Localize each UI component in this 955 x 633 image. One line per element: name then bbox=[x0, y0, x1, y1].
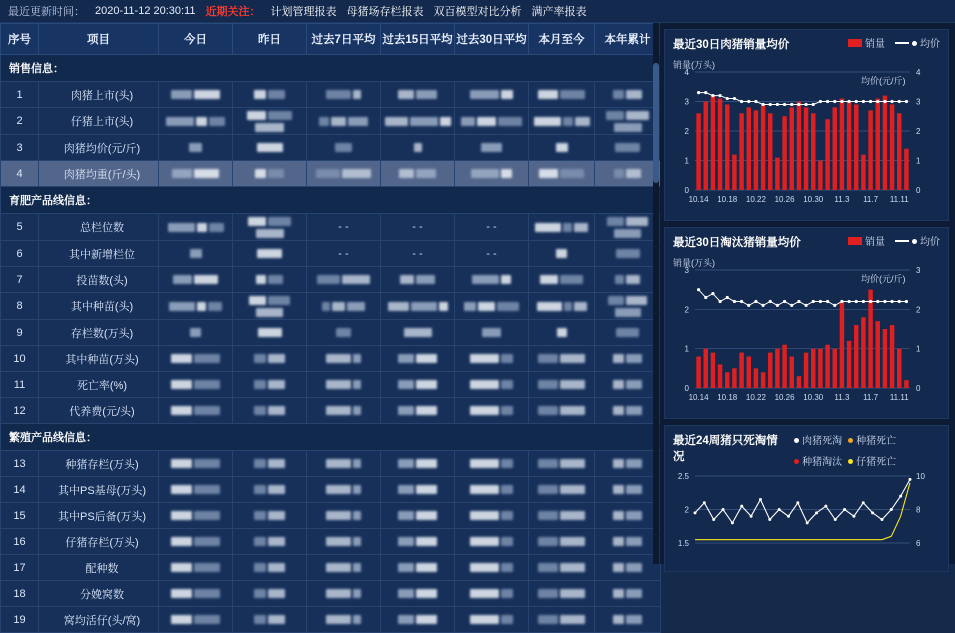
cell-item-name: 肉猪均价(元/斤) bbox=[39, 135, 159, 161]
cell-index: 16 bbox=[1, 529, 39, 555]
table-section-title: 育肥产品线信息： bbox=[1, 187, 661, 214]
svg-text:10.30: 10.30 bbox=[803, 393, 824, 402]
cell-index: 12 bbox=[1, 398, 39, 424]
svg-text:3: 3 bbox=[916, 97, 921, 107]
svg-text:11.11: 11.11 bbox=[889, 393, 909, 402]
table-row[interactable] bbox=[1, 555, 661, 581]
cell-value bbox=[529, 267, 595, 293]
svg-text:11.3: 11.3 bbox=[834, 393, 850, 402]
cell-value bbox=[595, 607, 661, 633]
cell-value bbox=[455, 293, 529, 320]
table-row[interactable] bbox=[1, 529, 661, 555]
table-row[interactable] bbox=[1, 477, 661, 503]
chart1-legend-price[interactable]: 均价 bbox=[895, 35, 940, 50]
cell-value bbox=[307, 607, 381, 633]
cell-value bbox=[159, 293, 233, 320]
cell-value bbox=[381, 108, 455, 135]
cell-value bbox=[307, 372, 381, 398]
cell-item-name: 种猪存栏(万头) bbox=[39, 451, 159, 477]
link-dual-model-analysis[interactable]: 双百模型对比分析 bbox=[433, 6, 522, 18]
cell-value bbox=[307, 477, 381, 503]
chart1-legend-volume[interactable]: 销量 bbox=[848, 35, 885, 50]
cell-value bbox=[159, 82, 233, 108]
cell-item-name: 其中新增栏位 bbox=[39, 241, 159, 267]
cell-value bbox=[455, 398, 529, 424]
cell-item-name: 仔猪上市(头) bbox=[39, 108, 159, 135]
cell-item-name: 死亡率(%) bbox=[39, 372, 159, 398]
cell-item-name: 总栏位数 bbox=[39, 214, 159, 241]
svg-text:2: 2 bbox=[684, 305, 689, 315]
last-update-time: 2020-11-12 20:30:11 bbox=[95, 5, 196, 17]
cell-value bbox=[381, 293, 455, 320]
cell-item-name: 其中PS后备(万头) bbox=[39, 503, 159, 529]
svg-text:11.7: 11.7 bbox=[863, 393, 879, 402]
cell-item-name: 其中种苗(万头) bbox=[39, 346, 159, 372]
svg-text:10.26: 10.26 bbox=[774, 393, 795, 402]
th-avg30: 过去30日平均 bbox=[455, 24, 529, 55]
cell-value bbox=[159, 398, 233, 424]
cell-value bbox=[595, 477, 661, 503]
cell-value bbox=[529, 161, 595, 187]
cell-index: 17 bbox=[1, 555, 39, 581]
last-update-label: 最近更新时间： bbox=[8, 6, 85, 18]
cell-value bbox=[233, 320, 307, 346]
cell-value bbox=[233, 214, 307, 241]
cell-value bbox=[381, 555, 455, 581]
cell-value bbox=[307, 346, 381, 372]
cell-index: 13 bbox=[1, 451, 39, 477]
svg-text:10.26: 10.26 bbox=[774, 195, 795, 204]
cell-value bbox=[529, 503, 595, 529]
cell-value bbox=[529, 135, 595, 161]
svg-text:11.7: 11.7 bbox=[863, 195, 879, 204]
cell-value bbox=[595, 346, 661, 372]
svg-text:11.11: 11.11 bbox=[889, 195, 909, 204]
chart3-legend-breeder-death[interactable]: 种猪死亡 bbox=[848, 432, 896, 447]
cell-value bbox=[233, 398, 307, 424]
cell-index: 4 bbox=[1, 161, 39, 187]
table-scrollbar[interactable] bbox=[653, 23, 659, 564]
cell-value bbox=[381, 398, 455, 424]
cell-value bbox=[159, 555, 233, 581]
cell-value bbox=[529, 529, 595, 555]
table-row[interactable] bbox=[1, 581, 661, 607]
svg-text:2: 2 bbox=[684, 505, 689, 515]
chart-panel-mortality bbox=[664, 425, 949, 572]
chart3-legend-fatten-death[interactable]: 肉猪死淘 bbox=[794, 432, 842, 447]
cell-item-name: 代养费(元/头) bbox=[39, 398, 159, 424]
table-row[interactable] bbox=[1, 241, 661, 267]
cell-value bbox=[595, 293, 661, 320]
cell-value: - - bbox=[455, 214, 529, 241]
cell-value bbox=[233, 135, 307, 161]
cell-value bbox=[595, 320, 661, 346]
cell-value bbox=[455, 82, 529, 108]
cell-index: 6 bbox=[1, 241, 39, 267]
cell-item-name: 存栏数(万头) bbox=[39, 320, 159, 346]
cell-value bbox=[233, 108, 307, 135]
cell-value: - - bbox=[307, 241, 381, 267]
table-row[interactable] bbox=[1, 372, 661, 398]
chart1-canvas bbox=[665, 54, 948, 212]
cell-index: 5 bbox=[1, 214, 39, 241]
cell-value bbox=[307, 581, 381, 607]
cell-value bbox=[455, 581, 529, 607]
cell-value bbox=[307, 529, 381, 555]
svg-text:2: 2 bbox=[916, 127, 921, 136]
cell-value bbox=[233, 241, 307, 267]
cell-value bbox=[233, 293, 307, 320]
cell-value bbox=[595, 529, 661, 555]
cell-value bbox=[529, 108, 595, 135]
cell-value bbox=[233, 161, 307, 187]
cell-value bbox=[381, 503, 455, 529]
svg-text:2: 2 bbox=[916, 305, 921, 315]
cell-value bbox=[529, 241, 595, 267]
table-header-row bbox=[1, 24, 661, 55]
metrics-table-body bbox=[1, 55, 661, 633]
chart3-legend-breeder-cull[interactable]: 种猪淘汰 bbox=[794, 453, 842, 468]
cell-value bbox=[595, 555, 661, 581]
cell-value bbox=[455, 372, 529, 398]
cell-value bbox=[381, 267, 455, 293]
cell-value bbox=[381, 346, 455, 372]
cell-item-name: 肉猪上市(头) bbox=[39, 82, 159, 108]
svg-text:10.22: 10.22 bbox=[745, 393, 766, 402]
chart2-legend-volume[interactable]: 销量 bbox=[848, 233, 885, 248]
svg-text:4: 4 bbox=[916, 68, 921, 77]
cell-value bbox=[529, 82, 595, 108]
svg-text:4: 4 bbox=[684, 68, 689, 77]
cell-item-name: 分娩窝数 bbox=[39, 581, 159, 607]
table-section-header bbox=[1, 187, 661, 214]
cell-index: 8 bbox=[1, 293, 39, 320]
cell-value bbox=[159, 267, 233, 293]
cell-value bbox=[307, 293, 381, 320]
svg-text:1: 1 bbox=[684, 156, 689, 166]
svg-text:10.22: 10.22 bbox=[745, 195, 766, 204]
cell-value bbox=[455, 555, 529, 581]
cell-value bbox=[159, 214, 233, 241]
cell-value bbox=[233, 581, 307, 607]
th-today: 今日 bbox=[159, 24, 233, 55]
cell-value bbox=[455, 135, 529, 161]
table-row[interactable] bbox=[1, 214, 661, 241]
cell-value bbox=[529, 398, 595, 424]
cell-value bbox=[595, 108, 661, 135]
cell-value bbox=[455, 477, 529, 503]
chart1-title: 最近30日肉猪销量均价 bbox=[673, 39, 790, 51]
svg-text:0: 0 bbox=[916, 186, 921, 195]
chart3-canvas bbox=[665, 468, 948, 563]
table-row[interactable] bbox=[1, 82, 661, 108]
cell-value bbox=[595, 267, 661, 293]
cell-value bbox=[381, 581, 455, 607]
cell-value bbox=[595, 135, 661, 161]
cell-value bbox=[233, 267, 307, 293]
cell-value bbox=[595, 214, 661, 241]
cell-value bbox=[529, 372, 595, 398]
chart3-title: 最近24周猪只死淘情况 bbox=[673, 435, 778, 463]
cell-value bbox=[159, 241, 233, 267]
table-row[interactable] bbox=[1, 346, 661, 372]
cell-item-name: 肉猪均重(斤/头) bbox=[39, 161, 159, 187]
cell-value bbox=[529, 293, 595, 320]
cell-item-name: 其中PS基母(万头) bbox=[39, 477, 159, 503]
cell-value bbox=[159, 581, 233, 607]
svg-text:3: 3 bbox=[684, 97, 689, 107]
table-row[interactable] bbox=[1, 267, 661, 293]
cell-value bbox=[233, 607, 307, 633]
cell-value: - - bbox=[381, 241, 455, 267]
cell-index: 9 bbox=[1, 320, 39, 346]
cell-item-name: 其中种苗(头) bbox=[39, 293, 159, 320]
th-item: 项目 bbox=[39, 24, 159, 55]
chart2-canvas bbox=[665, 252, 948, 410]
table-row[interactable] bbox=[1, 293, 661, 320]
cell-value bbox=[529, 346, 595, 372]
chart2-plot bbox=[685, 266, 921, 402]
svg-text:1: 1 bbox=[684, 344, 689, 354]
chart1-ylabel-left: 销量(万头) bbox=[673, 60, 715, 70]
table-row[interactable] bbox=[1, 607, 661, 633]
svg-text:0: 0 bbox=[916, 384, 921, 393]
cell-value bbox=[381, 161, 455, 187]
cell-value bbox=[307, 82, 381, 108]
svg-text:0: 0 bbox=[684, 186, 689, 195]
table-section-header bbox=[1, 55, 661, 82]
table-row[interactable] bbox=[1, 135, 661, 161]
cell-index: 10 bbox=[1, 346, 39, 372]
svg-text:8: 8 bbox=[916, 505, 921, 515]
cell-value bbox=[233, 451, 307, 477]
cell-value bbox=[233, 82, 307, 108]
cell-value bbox=[455, 607, 529, 633]
cell-value bbox=[529, 320, 595, 346]
cell-value bbox=[307, 503, 381, 529]
svg-text:10.18: 10.18 bbox=[717, 195, 738, 204]
table-row[interactable] bbox=[1, 161, 661, 187]
cell-value bbox=[381, 451, 455, 477]
cell-value bbox=[529, 555, 595, 581]
cell-value bbox=[381, 529, 455, 555]
cell-index: 14 bbox=[1, 477, 39, 503]
svg-text:2: 2 bbox=[684, 127, 689, 136]
cell-value bbox=[159, 477, 233, 503]
cell-value bbox=[159, 346, 233, 372]
svg-text:3: 3 bbox=[684, 266, 689, 275]
cell-value bbox=[529, 581, 595, 607]
cell-value bbox=[381, 372, 455, 398]
svg-text:6: 6 bbox=[916, 539, 921, 548]
cell-value bbox=[529, 214, 595, 241]
svg-text:1: 1 bbox=[916, 156, 921, 166]
cell-value bbox=[159, 503, 233, 529]
cell-value bbox=[455, 108, 529, 135]
cell-index: 11 bbox=[1, 372, 39, 398]
charts-column bbox=[660, 23, 955, 564]
cell-value bbox=[159, 372, 233, 398]
table-section-title: 繁殖产品线信息： bbox=[1, 424, 661, 451]
link-sow-inventory-report[interactable]: 母猪场存栏报表 bbox=[346, 6, 424, 18]
cell-value: - - bbox=[381, 214, 455, 241]
svg-text:1: 1 bbox=[916, 344, 921, 354]
cell-value bbox=[529, 607, 595, 633]
cell-value bbox=[529, 477, 595, 503]
cell-value bbox=[455, 529, 529, 555]
th-year-to-date: 本年累计 bbox=[595, 24, 661, 55]
svg-text:10.14: 10.14 bbox=[688, 195, 709, 204]
cell-value bbox=[381, 607, 455, 633]
cell-value bbox=[455, 451, 529, 477]
cell-value bbox=[307, 161, 381, 187]
th-yesterday: 昨日 bbox=[233, 24, 307, 55]
cell-value bbox=[595, 372, 661, 398]
data-table-panel bbox=[0, 23, 660, 627]
cell-value bbox=[455, 161, 529, 187]
chart-panel-pig-sales bbox=[664, 29, 949, 221]
cell-index: 2 bbox=[1, 108, 39, 135]
table-row[interactable] bbox=[1, 503, 661, 529]
cell-value bbox=[595, 581, 661, 607]
top-bar bbox=[0, 0, 955, 23]
cell-value: - - bbox=[455, 241, 529, 267]
cell-value bbox=[381, 477, 455, 503]
cell-value bbox=[159, 607, 233, 633]
cell-item-name: 窝均活仔(头/窝) bbox=[39, 607, 159, 633]
cell-value bbox=[595, 82, 661, 108]
cell-value: - - bbox=[307, 214, 381, 241]
cell-value bbox=[455, 346, 529, 372]
cell-value bbox=[307, 451, 381, 477]
cell-value bbox=[381, 82, 455, 108]
cell-value bbox=[595, 161, 661, 187]
cell-index: 7 bbox=[1, 267, 39, 293]
cell-value bbox=[159, 108, 233, 135]
cell-item-name: 仔猪存栏(万头) bbox=[39, 529, 159, 555]
cell-value bbox=[159, 161, 233, 187]
cell-value bbox=[159, 451, 233, 477]
cell-value bbox=[159, 135, 233, 161]
cell-value bbox=[529, 451, 595, 477]
svg-text:11.3: 11.3 bbox=[834, 195, 850, 204]
cell-value bbox=[381, 320, 455, 346]
cell-item-name: 投苗数(头) bbox=[39, 267, 159, 293]
table-row[interactable] bbox=[1, 398, 661, 424]
chart3-plot bbox=[678, 472, 926, 548]
chart-panel-cull-sales bbox=[664, 227, 949, 419]
chart2-legend bbox=[848, 233, 940, 248]
cell-index: 18 bbox=[1, 581, 39, 607]
th-month-to-date: 本月至今 bbox=[529, 24, 595, 55]
cell-value bbox=[307, 135, 381, 161]
cell-index: 3 bbox=[1, 135, 39, 161]
link-plan-report[interactable]: 计划管理报表 bbox=[270, 6, 337, 18]
chart1-legend bbox=[848, 35, 940, 50]
cell-value bbox=[159, 320, 233, 346]
chart2-legend-price[interactable]: 均价 bbox=[895, 233, 940, 248]
cell-value bbox=[455, 267, 529, 293]
cell-value bbox=[233, 555, 307, 581]
chart2-ylabel-right: 均价(元/斤) bbox=[861, 274, 906, 284]
metrics-table bbox=[0, 23, 661, 633]
cell-value bbox=[233, 503, 307, 529]
th-index: 序号 bbox=[1, 24, 39, 55]
cell-value bbox=[595, 503, 661, 529]
cell-value bbox=[307, 267, 381, 293]
svg-text:3: 3 bbox=[916, 266, 921, 275]
cell-value bbox=[307, 555, 381, 581]
svg-text:2.5: 2.5 bbox=[677, 472, 689, 481]
table-scrollbar-thumb[interactable] bbox=[653, 63, 659, 183]
table-row[interactable] bbox=[1, 108, 661, 135]
svg-text:10: 10 bbox=[916, 472, 925, 481]
cell-value bbox=[455, 320, 529, 346]
link-capacity-rate-report[interactable]: 满产率报表 bbox=[531, 6, 587, 18]
cell-value bbox=[233, 529, 307, 555]
table-row[interactable] bbox=[1, 451, 661, 477]
th-avg15: 过去15日平均 bbox=[381, 24, 455, 55]
cell-value bbox=[595, 451, 661, 477]
chart3-legend bbox=[794, 426, 940, 468]
table-section-header bbox=[1, 424, 661, 451]
cell-index: 19 bbox=[1, 607, 39, 633]
cell-index: 1 bbox=[1, 82, 39, 108]
cell-value bbox=[233, 477, 307, 503]
cell-value bbox=[307, 108, 381, 135]
focus-label: 近期关注： bbox=[205, 6, 261, 18]
table-row[interactable] bbox=[1, 320, 661, 346]
cell-value bbox=[595, 398, 661, 424]
chart2-title: 最近30日淘汰猪销量均价 bbox=[673, 237, 801, 249]
cell-value bbox=[455, 503, 529, 529]
svg-text:10.18: 10.18 bbox=[717, 393, 738, 402]
cell-value bbox=[159, 529, 233, 555]
cell-value bbox=[381, 135, 455, 161]
cell-index: 15 bbox=[1, 503, 39, 529]
cell-value bbox=[307, 320, 381, 346]
chart1-ylabel-right: 均价(元/斤) bbox=[861, 76, 906, 86]
chart1-plot bbox=[685, 68, 921, 204]
svg-text:10.14: 10.14 bbox=[688, 393, 709, 402]
cell-item-name: 配种数 bbox=[39, 555, 159, 581]
chart2-ylabel-left: 销量(万头) bbox=[673, 258, 715, 268]
cell-value bbox=[233, 346, 307, 372]
chart3-legend-piglet-death[interactable]: 仔猪死亡 bbox=[848, 453, 896, 468]
svg-text:10.30: 10.30 bbox=[803, 195, 824, 204]
svg-text:1.5: 1.5 bbox=[677, 539, 689, 548]
cell-value bbox=[595, 241, 661, 267]
table-section-title: 销售信息： bbox=[1, 55, 661, 82]
svg-text:0: 0 bbox=[684, 384, 689, 393]
th-avg7: 过去7日平均 bbox=[307, 24, 381, 55]
cell-value bbox=[233, 372, 307, 398]
cell-value bbox=[307, 398, 381, 424]
